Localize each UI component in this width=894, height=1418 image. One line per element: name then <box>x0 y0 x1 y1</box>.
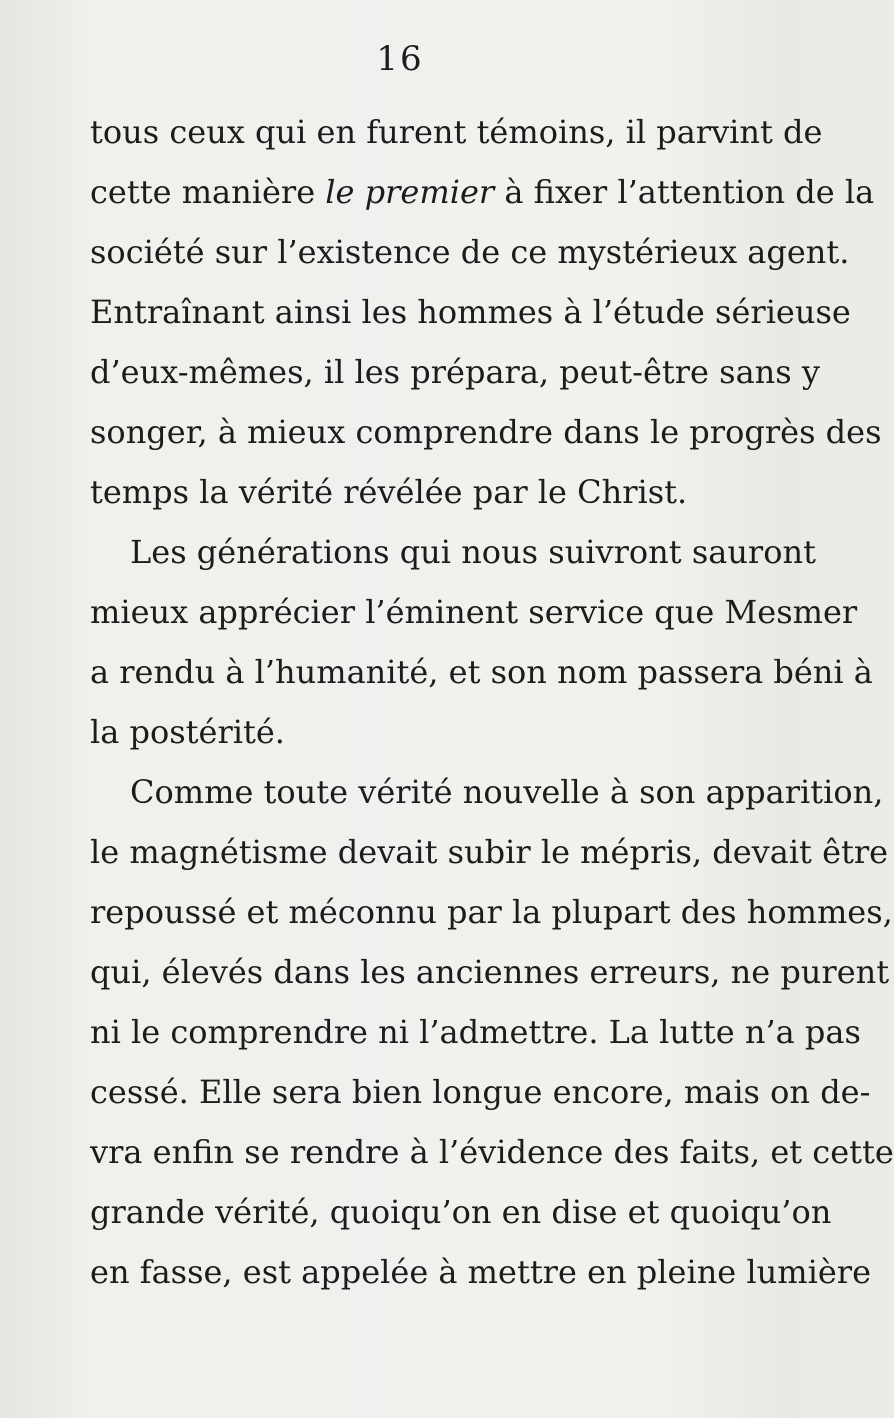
text-line: cessé. Elle sera bien longue encore, mais on de- <box>90 1073 871 1111</box>
text-line: qui, élevés dans les anciennes erreurs, ne purent <box>90 953 890 991</box>
text-line: vra enfin se rendre à l’évidence des faits, et cette <box>90 1133 894 1171</box>
text-line: grande vérité, quoiqu’on en dise et quoiqu’on <box>90 1193 832 1231</box>
paragraph-2 <box>90 522 873 762</box>
text-line: ni le comprendre ni l’admettre. La lutte n’a pas <box>90 1013 861 1051</box>
text-line: a rendu à l’humanité, et son nom passera béni à <box>90 653 873 691</box>
paragraph-3 <box>90 762 894 1302</box>
text-line: la postérité. <box>90 713 285 751</box>
text-line: en fasse, est appelée à mettre en pleine lumière <box>90 1253 871 1291</box>
text-line: songer, à mieux comprendre dans le progrès des <box>90 413 882 451</box>
text-line: Comme toute vérité nouvelle à son apparition, <box>130 773 884 811</box>
text-line: mieux apprécier l’éminent service que Mesmer <box>90 593 858 631</box>
text-line: temps la vérité révélée par le Christ. <box>90 473 688 511</box>
text-line: d’eux-mêmes, il les prépara, peut-être sans y <box>90 353 820 391</box>
text-line: le magnétisme devait subir le mépris, devait être <box>90 833 889 871</box>
italic-phrase: le premier <box>325 173 495 211</box>
text-line: société sur l’existence de ce mystérieux agent. <box>90 233 850 271</box>
paragraph-1 <box>90 102 882 522</box>
page-number: 16 <box>376 39 424 79</box>
text-line: tous ceux qui en furent témoins, il parvint de <box>90 113 823 151</box>
text-line: Entraînant ainsi les hommes à l’étude sérieuse <box>90 293 851 331</box>
text-line: repoussé et méconnu par la plupart des hommes, <box>90 893 893 931</box>
body-text <box>90 102 894 1302</box>
text-line-with-italic: cette manière le premier à fixer l’attention de la <box>90 173 875 211</box>
text-line: Les générations qui nous suivront sauront <box>130 533 816 571</box>
